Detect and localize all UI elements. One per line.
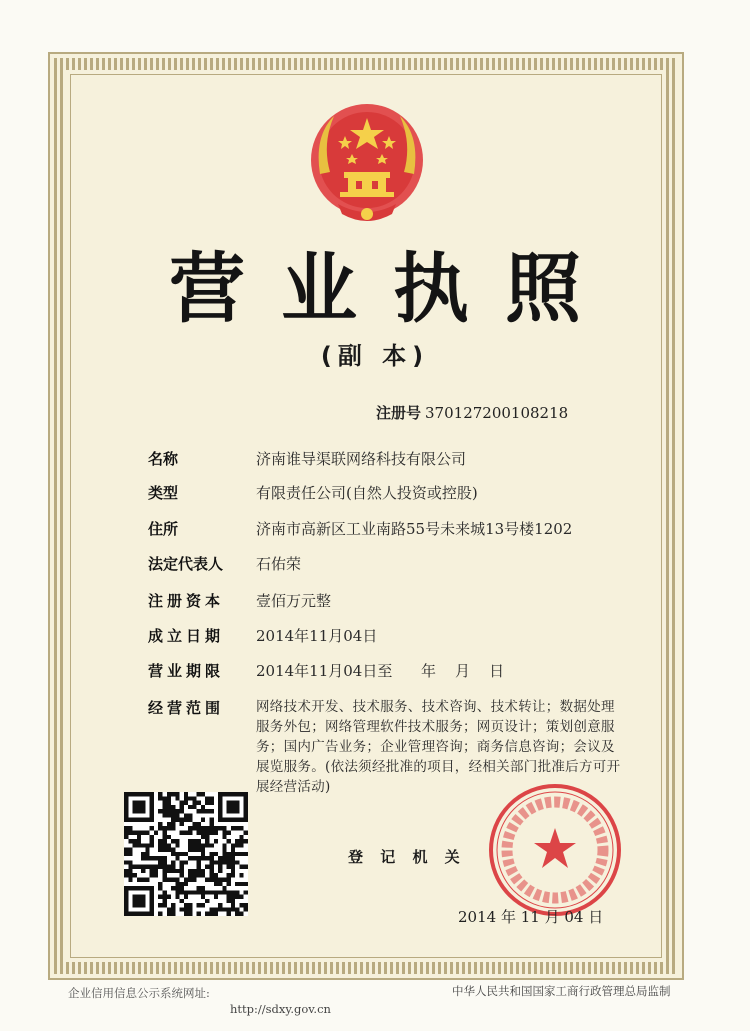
field-label [148,518,240,540]
footer-website-url[interactable]: http://sdxy.gov.cn [230,1002,331,1016]
issue-date: 2014 年 11 月 04 日 [458,908,604,926]
footer-website-label: 企业信用信息公示系统网址: [68,986,210,1000]
field-label: 营业期限 [148,662,225,680]
registration-number-label: 注册号 [376,404,422,422]
field-label-text: 类型 [148,484,179,502]
field-label-text: 名称 [148,450,179,468]
copy-type-subtitle: (副 本) [320,342,430,370]
registration-number-value: 370127200108218 [425,404,569,422]
official-seal-icon [485,780,625,920]
field-label-text: 住所 [148,520,179,538]
field-value: 济南市高新区工业南路55号未来城13号楼1202 [256,520,573,538]
field-label: 法定代表人 [148,555,224,573]
field-label [148,448,240,470]
footer-issuer: 中华人民共和国国家工商行政管理总局监制 [452,984,671,998]
page-title: 营业执照 [169,244,617,333]
field-value: 济南谁导渠联网络科技有限公司 [256,450,467,468]
field-label: 经营范围 [148,699,225,717]
field-label: 成立日期 [148,627,225,645]
field-value: 石佑荣 [256,555,302,573]
field-label [148,482,240,504]
field-value: 壹佰万元整 [256,592,332,610]
national-emblem-icon [300,96,434,230]
registration-authority-label: 登 记 机 关 [348,848,466,866]
registration-number [376,402,568,423]
field-value: 有限责任公司(自然人投资或控股) [256,484,478,502]
field-value: 2014年11月04日至 年 月 日 [256,662,505,680]
field-label: 注册资本 [148,592,225,610]
field-value: 网络技术开发、技术服务、技术咨询、技术转让；数据处理服务外包；网络管理软件技术服务；网页设计；策划创意服务；国内广告业务；企业管理咨询；商务信息咨询；会议及展览服务。(依法须经批准的项目，经相关部门批准后方可开展经营活动) [256,699,621,795]
qr-code-icon [124,792,248,916]
field-value: 2014年11月04日 [256,627,378,645]
